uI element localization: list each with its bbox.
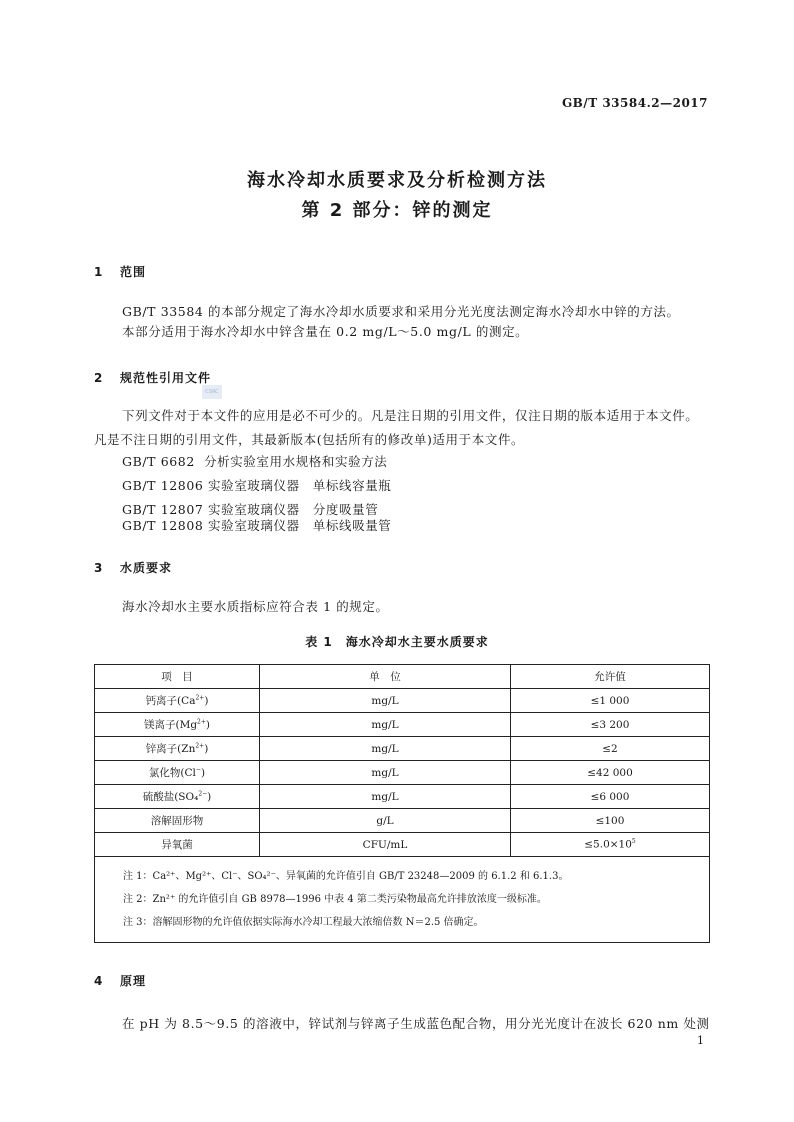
section-title: 原理 (120, 974, 147, 988)
header-cell-value: 允许值 (511, 665, 710, 689)
section-title: 规范性引用文件 (120, 371, 212, 385)
document-subtitle: 第 2 部分：锌的测定 (301, 200, 493, 221)
cell-unit: mg/L (260, 785, 511, 809)
cell-item: 镁离子$(Mg^{2+})$ (95, 713, 260, 737)
cell-item: 钙离子$(Ca^{2+})$ (95, 689, 260, 713)
document-title: 海水冷却水质要求及分析检测方法 (247, 170, 547, 191)
reference-name: 实验室玻璃仪器 分度吸量管 (208, 502, 379, 517)
reference-item (122, 516, 391, 534)
reference-code: GB/T 12808 (122, 518, 204, 533)
cell-value: ≤2 (511, 737, 710, 761)
table-note: 注 1：Ca²⁺、Mg²⁺、Cl⁻、SO₄²⁻、异氧菌的允许值引自 GB/T 23248—2009 的 6.1.2 和 6.1.3。 (123, 871, 569, 882)
table-row (95, 689, 710, 713)
reference-item (122, 452, 387, 470)
section-number: 2 (94, 371, 104, 385)
section-2-intro: 下列文件对于本文件的应用是必不可少的。凡是注日期的引用文件，仅注日期的版本适用于本文件。凡是不注日期的引用文件，其最新版本(包括所有的修改单)适用于本文件。 (94, 408, 699, 447)
table-row (95, 761, 710, 785)
section-number: 3 (94, 561, 104, 575)
section-3-heading (94, 559, 172, 576)
header-cell-item: 项 目 (95, 665, 260, 689)
section-4-heading (94, 972, 146, 989)
reference-name: 实验室玻璃仪器 单标线容量瓶 (208, 478, 392, 493)
section-1-paragraph-1: GB/T 33584 的本部分规定了海水冷却水质要求和采用分光光度法测定海水冷却水中锌的方法。 (122, 304, 680, 319)
cell-item: 锌离子$(Zn^{2+})$ (95, 737, 260, 761)
water-quality-table (94, 664, 710, 943)
cell-value: ≤42 000 (511, 761, 710, 785)
cell-item: 异氧菌 (95, 833, 260, 857)
table-notes-row (95, 857, 710, 943)
table-note: 注 3：溶解固形物的允许值依据实际海水冷却工程最大浓缩倍数 N＝2.5 倍确定。 (123, 917, 484, 928)
reference-name: 实验室玻璃仪器 单标线吸量管 (208, 518, 392, 533)
reference-item (122, 476, 391, 494)
section-number: 1 (94, 265, 104, 279)
watermark-logo: CSRC (202, 385, 222, 399)
section-number: 4 (94, 974, 104, 988)
section-3-paragraph: 海水冷却水主要水质指标应符合表 1 的规定。 (122, 599, 389, 614)
section-title: 水质要求 (120, 561, 173, 575)
cell-item: 溶解固形物 (95, 809, 260, 833)
section-title: 范围 (120, 265, 147, 279)
table-row (95, 713, 710, 737)
cell-unit: mg/L (260, 737, 511, 761)
cell-unit: g/L (260, 809, 511, 833)
reference-name: 分析实验室用水规格和实验方法 (204, 454, 388, 469)
reference-code: GB/T 12806 (122, 478, 204, 493)
cell-value: ≤100 (511, 809, 710, 833)
cell-value: ≤1 000 (511, 689, 710, 713)
section-1-paragraph-2: 本部分适用于海水冷却水中锌含量在 0.2 mg/L～5.0 mg/L 的测定。 (122, 324, 529, 339)
table-header-row (95, 665, 710, 689)
section-2-heading (94, 369, 211, 386)
table-row (95, 737, 710, 761)
table-row (95, 785, 710, 809)
table-row (95, 833, 710, 857)
cell-unit: mg/L (260, 761, 511, 785)
table-note: 注 2：Zn²⁺ 的允许值引自 GB 8978—1996 中表 4 第二类污染物最高允许排放浓度一级标准。 (123, 894, 547, 905)
page-number: 1 (697, 1034, 704, 1047)
cell-value: ≤6 000 (511, 785, 710, 809)
standard-number: GB/T 33584.2—2017 (561, 96, 708, 110)
cell-item: 硫酸盐(SO₄$^{2-}$) (95, 785, 260, 809)
cell-unit: CFU/mL (260, 833, 511, 857)
cell-unit: mg/L (260, 713, 511, 737)
table-row (95, 809, 710, 833)
cell-item: 氯化物(Cl−) (95, 761, 260, 785)
reference-code: GB/T 6682 (122, 454, 195, 469)
table-caption: 表 1 海水冷却水主要水质要求 (305, 635, 489, 649)
cell-value: ≤3 200 (511, 713, 710, 737)
reference-code: GB/T 12807 (122, 502, 204, 517)
section-1-heading (94, 263, 146, 280)
cell-unit: mg/L (260, 689, 511, 713)
table-notes (95, 857, 710, 943)
section-4-paragraph: 在 pH 为 8.5～9.5 的溶液中，锌试剂与锌离子生成蓝色配合物，用分光光度计在波长 620 nm 处测 (122, 1016, 710, 1031)
header-cell-unit: 单 位 (260, 665, 511, 689)
cell-value: $\le 5.0\times 10^5$ (511, 833, 710, 857)
